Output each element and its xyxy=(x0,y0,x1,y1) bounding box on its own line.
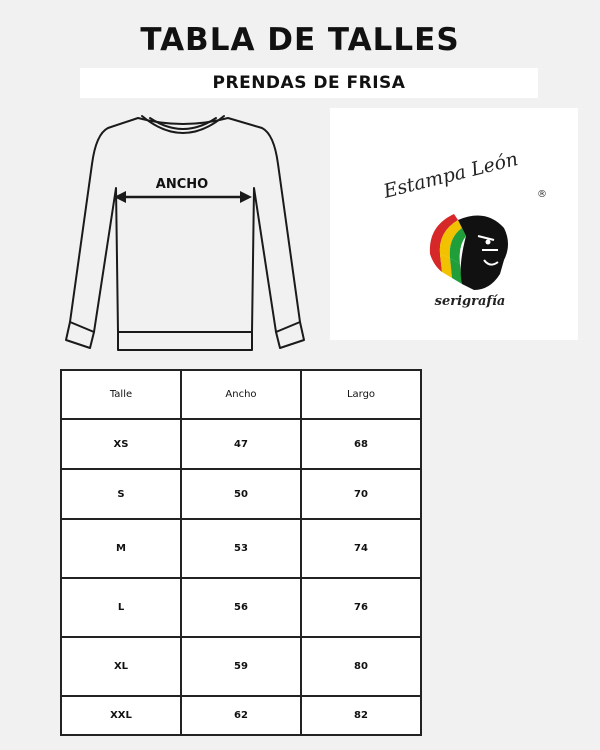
table-row xyxy=(61,519,421,578)
column-header-ancho: Ancho xyxy=(181,370,301,419)
column-header-talle: Talle xyxy=(61,370,181,419)
cell-largo: 68 xyxy=(301,419,421,469)
cell-talle: XL xyxy=(61,637,181,696)
cell-talle: XXL xyxy=(61,696,181,735)
cell-largo: 82 xyxy=(301,696,421,735)
cell-largo: 80 xyxy=(301,637,421,696)
cell-ancho: 62 xyxy=(181,696,301,735)
lion-head-icon xyxy=(420,206,512,292)
cell-talle: L xyxy=(61,578,181,637)
cell-largo: 70 xyxy=(301,469,421,519)
size-table-header-row xyxy=(61,370,421,419)
column-header-largo: Largo xyxy=(301,370,421,419)
cell-talle: S xyxy=(61,469,181,519)
brand-tagline: serigrafía xyxy=(434,294,506,309)
registered-mark: ® xyxy=(537,189,547,200)
page-subtitle: PRENDAS DE FRISA xyxy=(212,73,406,93)
cell-ancho: 53 xyxy=(181,519,301,578)
table-row xyxy=(61,637,421,696)
cell-ancho: 47 xyxy=(181,419,301,469)
sweater-illustration xyxy=(38,104,328,362)
brand-name: Estampa León xyxy=(381,148,521,203)
table-row xyxy=(61,469,421,519)
cell-ancho: 50 xyxy=(181,469,301,519)
table-row xyxy=(61,419,421,469)
subtitle-bar xyxy=(80,68,538,98)
cell-largo: 74 xyxy=(301,519,421,578)
cell-talle: XS xyxy=(61,419,181,469)
size-table xyxy=(60,369,422,736)
cell-ancho: 59 xyxy=(181,637,301,696)
page-title: TABLA DE TALLES xyxy=(140,22,460,58)
cell-ancho: 56 xyxy=(181,578,301,637)
cell-talle: M xyxy=(61,519,181,578)
ancho-measure-label: ANCHO xyxy=(155,177,209,192)
cell-largo: 76 xyxy=(301,578,421,637)
table-row xyxy=(61,578,421,637)
table-row xyxy=(61,696,421,735)
